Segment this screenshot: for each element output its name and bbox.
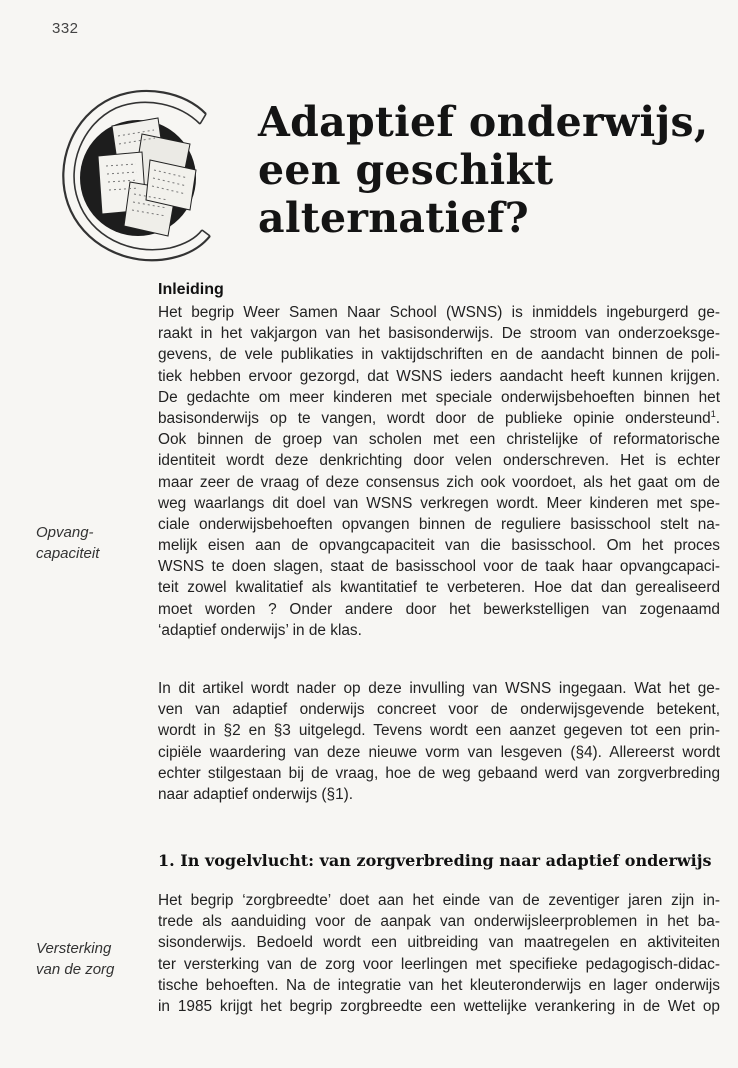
text-line: gevens, de vele publikaties in vaktijdschriften en de aandacht binnen de poli- [158, 346, 720, 364]
text-line: Het begrip Weer Samen Naar School (WSNS) is inmiddels ingeburgerd ge- [158, 304, 720, 321]
margin-note-line: Opvang- [36, 524, 94, 541]
text-line: ciale onderwijsbehoeften opvangen binnen de reguliere basisschool stelt na- [158, 515, 720, 533]
text-line: trede als aanduiding voor de aanpak van onderwijsleerproblemen in het ba- [158, 913, 720, 931]
title-line: Adaptief onderwijs, [258, 98, 709, 146]
text-line: weg waarlangs dit doel van WSNS verkregen wordt. Meer kinderen met spe- [158, 494, 720, 512]
intro-paragraph-1 [158, 302, 720, 641]
text-line: sisonderwijs. Bedoeld wordt een uitbreiding van maatregelen en aktiviteiten [158, 934, 720, 952]
text-line: tische behoeften. Na de integratie van het kleuteronderwijs en lager onderwijs [158, 976, 720, 994]
text-line: ven van adaptief onderwijs concreet voor de onderwijsgevende betekent, [158, 701, 720, 719]
title-line: een geschikt [258, 146, 554, 194]
text-line: De gedachte om meer kinderen met speciale onderwijsbehoeften binnen het [158, 388, 720, 406]
footnote-ref: 1 [710, 408, 716, 419]
text-line: Ook binnen de groep van scholen met een christelijke of reformatorische [158, 431, 720, 449]
text-line: maar zeer de vraag of deze consensus zich ook voordoet, als het gaat om de [158, 473, 720, 491]
text-line: teit zowel kwalitatief als kwantitatief te verbeteren. Hoe dat dan gerealiseerd [158, 579, 720, 597]
intro-heading: Inleiding [158, 281, 224, 298]
text-line: echter stilgestaan bij de vraag, hoe de weg gebaand werd van zorgverbreding [158, 764, 720, 782]
title-line: alternatief? [258, 194, 530, 242]
margin-note-opvangcapaciteit [36, 522, 146, 564]
text-line [158, 408, 720, 429]
margin-note-line: van de zorg [36, 961, 115, 978]
article-title [258, 98, 728, 242]
margin-note-line: capaciteit [36, 545, 100, 562]
text-fragment: basisonderwijs op te vangen, wordt door de publieke opinie ondersteund [158, 409, 711, 427]
text-fragment: . [715, 409, 720, 427]
intro-paragraph-2 [158, 678, 720, 805]
text-line: identiteit wordt deze denkrichting door velen onderschreven. Het is echter [158, 452, 720, 470]
text-line: ‘adaptief onderwijs’ in de klas. [158, 621, 362, 639]
text-line: wordt in §2 en §3 uitgelegd. Tevens wordt een aanzet gegeven tot een prin- [158, 722, 720, 740]
text-line: In dit artikel wordt nader op deze invulling van WSNS ingegaan. Wat het ge- [158, 680, 720, 697]
text-line: tiek hebben ervoor gezorgd, dat WSNS ieders aandacht heeft kunnen krijgen. [158, 367, 720, 385]
margin-note-versterking [36, 938, 146, 980]
text-line: raakt in het vakjargon van het basisonderwijs. De stroom van onderzoeksge- [158, 325, 720, 343]
text-line: moet worden ? Onder andere door het bewerkstelligen van zogenaamd [158, 600, 720, 618]
text-line: melijk eisen aan de opvangcapaciteit van die basisschool. Om het proces [158, 537, 720, 555]
text-line: ter versterking van de zorg voor leerlingen met specifieke pedagogisch-didac- [158, 955, 720, 973]
text-line: in 1985 krijgt het begrip zorgbreedte een wettelijke verankering in de Wet op [158, 997, 720, 1015]
section-1-heading: 1. In vogelvlucht: van zorgverbreding naar adaptief onderwijs [158, 851, 712, 870]
section-1-paragraph [158, 890, 720, 1017]
page-number: 332 [52, 20, 79, 37]
text-line: Het begrip ‘zorgbreedte’ doet aan het einde van de zeventiger jaren zijn in- [158, 892, 720, 909]
text-line: cipiële waardering van deze nieuwe vorm van lesgeven (§4). Allereerst wordt [158, 743, 720, 761]
papers-logo-icon [50, 86, 226, 266]
text-line: naar adaptief onderwijs (§1). [158, 785, 354, 803]
margin-note-line: Versterking [36, 940, 112, 957]
text-line: WSNS te doen slagen, staat de basisschool voor de taak haar opvangcapaci- [158, 558, 720, 576]
